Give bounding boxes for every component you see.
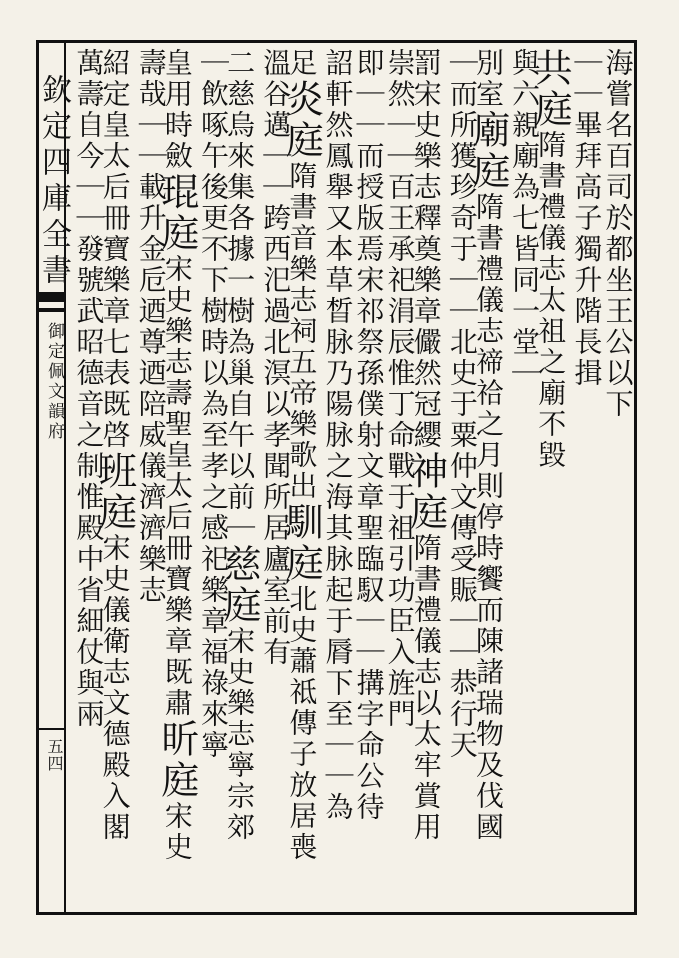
text-segment: 足 (285, 48, 319, 79)
headword: 班庭 (92, 451, 137, 533)
text-segment: ｜｜畢拜高子獨升階長揖 (570, 48, 604, 389)
fish-tail-mark (38, 728, 64, 730)
text-segment: 所獲珍奇于｜｜北史于粟仲文傳受賑｜｜恭行天 (445, 110, 479, 761)
text-segment: 二慈烏來集各據一樹為巢自午以前｜ (223, 48, 257, 544)
headword: 昕庭 (154, 719, 199, 801)
headword: 慈庭 (217, 544, 262, 626)
text-segment: 載升金卮迺尊迺陪威儀濟濟 (134, 172, 168, 544)
headword: 共庭 (528, 48, 573, 130)
text-column (317, 48, 355, 906)
text-segment: 即｜｜而授版焉宋祁祭孫僕射文章聖臨馭｜｜搆字命公待 (352, 48, 386, 823)
text-segment: 隋書禮儀志以太牢賞用 (409, 533, 443, 843)
headword: 琨庭 (154, 172, 199, 254)
text-segment: 以孝聞所居廬室前有 (259, 389, 293, 668)
text-segment: 隋書禮儀志太祖之廟不毀 (534, 130, 568, 471)
top-border (36, 40, 636, 43)
book-title: 欽定四庫全書 (36, 74, 71, 290)
text-segment: 隋書音樂志祠五帝樂歌出 (285, 161, 319, 502)
text-segment: 萬壽自今｜｜發號武昭德音 (72, 48, 106, 420)
fish-tail-mark (38, 292, 64, 302)
text-segment: 隋書禮儀志禘祫之月則停時饗而陳諸瑞物及伐國 (472, 192, 505, 843)
text-segment: 宋史儀衛志文德殿入閣 (98, 533, 132, 843)
headword: 廟庭 (466, 110, 510, 192)
page-number: 五四 (45, 738, 64, 772)
text-segment: 宋史樂志寧宗郊 (223, 626, 257, 843)
text-segment: 海嘗名百司於都坐王公以下 (601, 48, 635, 420)
headword: 神庭 (403, 451, 448, 533)
text-segment: 命戰于祖引功臣入旌門 (383, 420, 417, 730)
headword: 馴庭 (279, 502, 324, 584)
text-segment: 北史蕭祗傳子放居喪 (285, 584, 319, 863)
fish-tail-mark (38, 308, 64, 312)
text-segment: 祀樂章福祿來寧 (197, 544, 230, 761)
text-segment: 詔軒然鳳舉又本草晳脉乃陽脉之海其脉起于脣下至｜｜為 (321, 48, 355, 823)
text-segment: 皇用時斂 (160, 48, 194, 172)
text-column (566, 48, 604, 906)
text-column (69, 48, 106, 906)
text-segment: ｜飲啄午後更不下樹時以為至孝之感 (197, 48, 230, 544)
text-segment: 溫谷邁｜｜跨西汜過北溟 (259, 48, 293, 389)
text-segment: 宋史樂志壽聖皇太后冊寶樂章既肅 (160, 254, 194, 719)
text-segment: ｜而 (445, 48, 479, 110)
text-segment: 罰宋史樂志釋奠樂章儼然冠纓 (409, 48, 443, 451)
volume-title: 御定佩文韻府 (44, 322, 64, 442)
text-column (255, 48, 293, 906)
text-segment: 之制惟殿中省細仗與兩 (72, 420, 106, 730)
text-segment: 宋史 (160, 801, 194, 863)
text-segment: 樂志 (134, 544, 168, 606)
text-segment: 崇然｜｜百王承祀涓辰惟丁 (383, 48, 417, 420)
bottom-border (36, 912, 636, 915)
text-segment: 壽哉｜｜ (134, 48, 168, 172)
text-segment: 與六親廟為七皆同一堂｜ (508, 48, 542, 389)
text-segment: 紹定皇太后冊寶樂章七表既啓 (98, 48, 132, 451)
headword: 炎庭 (279, 79, 324, 161)
right-border (634, 40, 637, 915)
text-segment: 別室 (472, 48, 505, 110)
